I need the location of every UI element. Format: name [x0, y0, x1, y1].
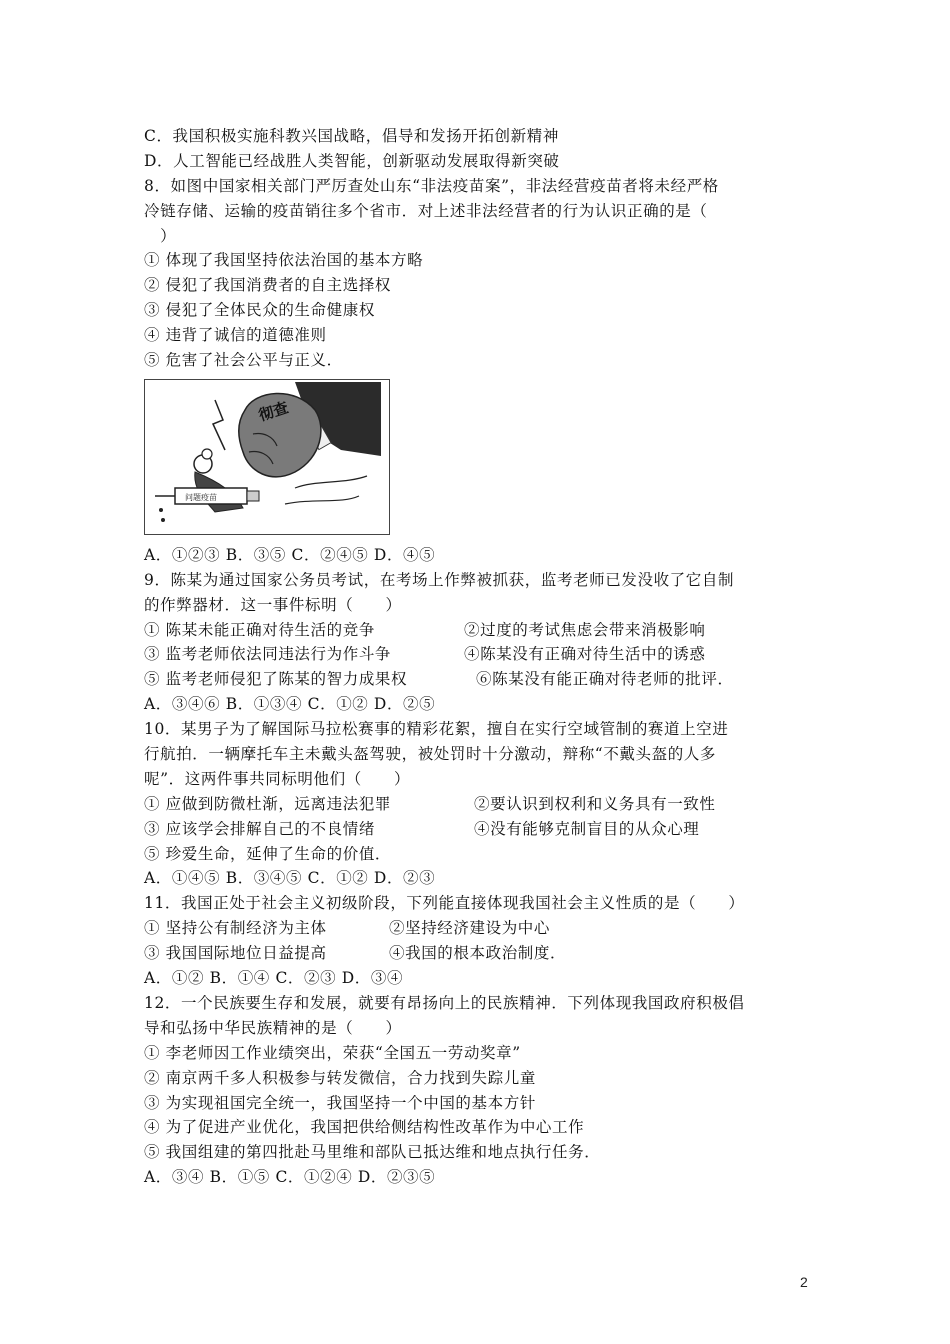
q10-stem-line1: 10．某男子为了解国际马拉松赛事的精彩花絮，擅自在实行空域管制的赛道上空进: [144, 720, 729, 739]
q8-answer: A．①②③ B．③⑤ C．②④⑤ D．④⑤: [144, 545, 436, 564]
q9-option: ④陈某没有正确对待生活中的诱惑: [464, 645, 706, 664]
q10-option: ③ 应该学会排解自己的不良情绪: [144, 819, 375, 838]
motion-line: [295, 476, 367, 488]
q12-item-4: ④ 为了促进产业优化，我国把供给侧结构性改革作为中心工作: [144, 1118, 585, 1137]
q10-options-row: [144, 817, 812, 842]
option-c-prev: C．我国积极实施科教兴国战略，倡导和发扬开拓创新精神: [144, 127, 559, 145]
q11-stem: 11．我国正处于社会主义初级阶段，下列能直接体现我国社会主义性质的是（ ）: [144, 894, 745, 913]
q9-stem-line2: 的作弊器材．这一事件标明（ ）: [144, 595, 402, 614]
q8-item-3: ③ 侵犯了全体民众的生命健康权: [144, 301, 375, 320]
q9-option: ① 陈某未能正确对待生活的竞争: [144, 620, 375, 639]
q9-option: ⑥陈某没有能正确对待老师的批评．: [476, 670, 734, 689]
q12-item-5: ⑤ 我国组建的第四批赴马里维和部队已抵达维和地点执行任务．: [144, 1143, 601, 1162]
q12-answer: A．③④ B．①⑤ C．①②④ D．②③⑤: [144, 1168, 436, 1187]
q11-options-row: [144, 916, 812, 941]
q8-item-2: ② 侵犯了我国消费者的自主选择权: [144, 276, 392, 295]
q8-item-4: ④ 违背了诚信的道德准则: [144, 326, 327, 345]
q9-stem-line1: 9．陈某为通过国家公务员考试，在考场上作弊被抓获，监考老师已发没收了它自制: [144, 570, 735, 589]
q11-answer: A．①② B．①④ C．②③ D．③④: [144, 969, 404, 988]
q8-item-1: ① 体现了我国坚持依法治国的基本方略: [144, 251, 424, 270]
q9-options-row: [144, 667, 812, 692]
q12-item-3: ③ 为实现祖国完全统一，我国坚持一个中国的基本方针: [144, 1093, 536, 1112]
q12-item-1: ① 李老师因工作业绩突出，荣获“全国五一劳动奖章”: [144, 1043, 521, 1062]
q9-answer: A．③④⑥ B．①③④ C．①② D．②⑤: [144, 695, 436, 714]
q10-option-5: ⑤ 珍爱生命，延伸了生命的价值．: [144, 844, 392, 863]
syringe-label: 问题疫苗: [185, 492, 217, 502]
q11-option: ③ 我国国际地位日益提高: [144, 944, 327, 963]
q10-answer: A．①④⑤ B．③④⑤ C．①② D．②③: [144, 869, 436, 888]
q9-options-row: [144, 642, 812, 667]
drop-shape: [161, 518, 165, 522]
q11-option: ④我国的根本政治制度．: [389, 944, 567, 963]
option-d-prev: D．人工智能已经战胜人类智能，创新驱动发展取得新突破: [144, 151, 560, 170]
fist-label: 彻查: [256, 398, 291, 425]
page-number: 2: [800, 1274, 808, 1290]
q11-option: ① 坚持公有制经济为主体: [144, 919, 327, 938]
q8-item-5: ⑤ 危害了社会公平与正义．: [144, 351, 343, 370]
q10-option: ④没有能够克制盲目的从众心理: [474, 819, 700, 838]
drop-shape: [159, 508, 163, 512]
q10-stem-line2: 行航拍．一辆摩托车主未戴头盔驾驶，被处罚时十分激动，辩称“不戴头盔的人多: [144, 745, 717, 764]
q12-stem-line2: 导和弘扬中华民族精神的是（ ）: [144, 1018, 402, 1037]
q8-stem-line3: ）: [144, 226, 177, 245]
q10-option: ① 应做到防微杜渐，远离违法犯罪: [144, 794, 392, 813]
q9-option: ②过度的考试焦虑会带来消极影响: [464, 620, 706, 639]
q9-options-row: [144, 618, 812, 643]
q12-item-2: ② 南京两千多人积极参与转发微信，合力找到失踪儿童: [144, 1068, 536, 1087]
q9-option: ⑤ 监考老师侵犯了陈某的智力成果权: [144, 670, 408, 689]
impact-line: [213, 400, 225, 450]
q9-option: ③ 监考老师依法同违法行为作斗争: [144, 645, 392, 664]
q8-stem-line1: 8．如图中国家相关部门严厉查处山东“非法疫苗案”，非法经营疫苗者将未经严格: [144, 176, 719, 195]
q12-stem-line1: 12．一个民族要生存和发展，就要有昂扬向上的民族精神．下列体现我国政府积极倡: [144, 993, 745, 1012]
cartoon-figure: [144, 379, 390, 535]
q11-option: ②坚持经济建设为中心: [389, 919, 551, 938]
q10-option: ②要认识到权利和义务具有一致性: [474, 794, 716, 813]
syringe-plunger: [247, 491, 259, 501]
q8-stem-line2: 冷链存储、运输的疫苗销往多个省市．对上述非法经营者的行为认识正确的是（: [144, 201, 708, 220]
q11-options-row: [144, 941, 812, 966]
question-content: [144, 124, 812, 1190]
motion-line: [285, 496, 359, 504]
q10-options-row: [144, 792, 812, 817]
q10-stem-line3: 呢”．这两件事共同标明他们（ ）: [144, 769, 411, 788]
figure-hair: [202, 449, 212, 459]
cartoon-illustration: [145, 380, 389, 534]
